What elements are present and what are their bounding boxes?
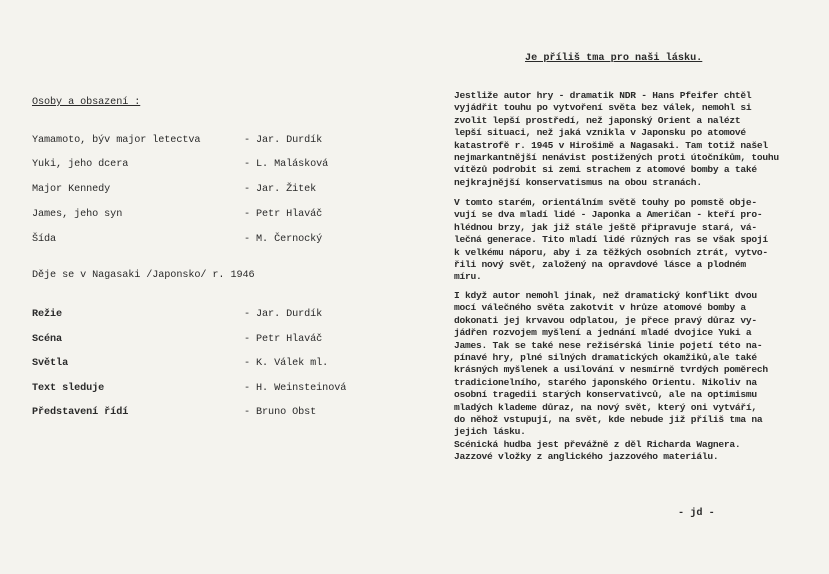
credit-row bbox=[32, 358, 372, 372]
text-line: krásných myšlenek a usilování v nesmírně tvrdých poměrech bbox=[454, 364, 768, 376]
text-line: tradicionelního, starého japonského Orientu. Nikoliv na bbox=[454, 376, 757, 388]
credit-role: Světla bbox=[32, 358, 69, 369]
credit-role: Scéna bbox=[32, 334, 63, 345]
text-line: pínavé hry, plné silných dramatických okamžiků,ale také bbox=[454, 351, 757, 363]
cast-heading: Osoby a obsazení : bbox=[32, 97, 141, 108]
text-line: do něhož vstupují, na svět, kde nebude již příliš tma na bbox=[454, 413, 763, 425]
document-title: Je příliš tma pro naši lásku. bbox=[525, 53, 703, 64]
credit-name: - Bruno Obst bbox=[244, 407, 317, 418]
cast-role: Major Kennedy bbox=[32, 184, 111, 195]
cast-actor: - L. Malásková bbox=[244, 159, 329, 170]
text-line: James. Tak se také nese režisérská linie pojetí této na- bbox=[454, 339, 763, 351]
text-line: V tomto starém, orientálním světě touhy po pomstě obje- bbox=[454, 197, 757, 208]
cast-row bbox=[32, 135, 372, 149]
text-line: osobní tragedii starých konservativců, ale na optimismu bbox=[454, 389, 757, 401]
setting-line: Děje se v Nagasaki /Japonsko/ r. 1946 bbox=[32, 270, 255, 281]
text-line: Jestliže autor hry - dramatik NDR - Hans Pfeifer chtěl bbox=[454, 90, 752, 101]
text-line: nejmarkantnější nenávist postižených proti útočníkům, touhu bbox=[454, 151, 779, 163]
text-line: řili nový svět, založený na opravdové lásce a plodném bbox=[454, 258, 746, 270]
text-line: míru. bbox=[454, 271, 482, 283]
paragraph bbox=[454, 90, 784, 189]
cast-actor: - M. Černocký bbox=[244, 234, 323, 245]
text-line: jejich lásku. bbox=[454, 426, 526, 438]
text-line: lepší situaci, než jaká vznikla v Japonsku po atomové bbox=[454, 127, 746, 139]
text-line: mladých klademe důraz, na nový svět, který oni vytváří, bbox=[454, 401, 757, 413]
cast-role: James, jeho syn bbox=[32, 209, 123, 220]
credit-row bbox=[32, 309, 372, 323]
text-line: nejkrajnější konservatismus na obou stranách. bbox=[454, 176, 702, 188]
cast-row bbox=[32, 159, 372, 173]
cast-role: Šída bbox=[32, 234, 57, 245]
text-line: vyjádřit touhu po vytvoření světa bez válek, nemohl si bbox=[454, 102, 752, 114]
cast-actor: - Petr Hlaváč bbox=[244, 209, 323, 220]
credit-name: - H. Weinsteinová bbox=[244, 383, 347, 394]
cast-role: Yuki, jeho dcera bbox=[32, 159, 129, 170]
text-line: vítězů podrobit si zemi strachem z atomové bomby a také bbox=[454, 164, 757, 176]
text-line: hlédnou brzy, jak již stále ještě připravuje stará, vá- bbox=[454, 221, 757, 233]
credit-role: Režie bbox=[32, 309, 63, 320]
credit-role: Představení řídí bbox=[32, 407, 129, 418]
cast-row bbox=[32, 209, 372, 223]
paragraph bbox=[454, 290, 784, 463]
cast-row bbox=[32, 234, 372, 248]
cast-actor: - Jar. Žitek bbox=[244, 184, 317, 195]
text-line: k velkému náporu, aby i za těžkých osobních ztrát, vytvo- bbox=[454, 246, 768, 258]
text-line: jádřen rozvojem myšlení a jednání mladé dvojice Yuki a bbox=[454, 327, 752, 339]
text-line: vují se dva mladí lidé - Japonka a Američan - kteří pro- bbox=[454, 209, 763, 221]
text-line: mocí válečného světa zakotvit v hrůze atomové bomby a bbox=[454, 302, 746, 314]
text-line: I když autor nemohl jinak, než dramatický konflikt dvou bbox=[454, 290, 757, 301]
credit-role: Text sleduje bbox=[32, 383, 105, 394]
cast-role: Yamamoto, býv major letectva bbox=[32, 135, 201, 146]
signature: - jd - bbox=[678, 508, 715, 519]
text-line: katastrofě r. 1945 v Hirošimě a Nagasaki. Tam totiž našel bbox=[454, 139, 768, 151]
paragraph bbox=[454, 197, 784, 284]
credit-name: - K. Válek ml. bbox=[244, 358, 329, 369]
text-line: Scénická hudba jest převážně z děl Richarda Wagnera. bbox=[454, 438, 741, 450]
credit-row bbox=[32, 383, 372, 397]
text-line: lečná generace. Tito mladí lidé různých ras se však spojí bbox=[454, 234, 768, 246]
credit-name: - Petr Hlaváč bbox=[244, 334, 323, 345]
text-line: dokonati jej krvavou odplatou, je přece pravý důraz vy- bbox=[454, 314, 757, 326]
cast-actor: - Jar. Durdík bbox=[244, 135, 323, 146]
text-line: zvolit lepší prostředí, než japonský Orient a nalézt bbox=[454, 114, 741, 126]
text-line: Jazzové vložky z anglického jazzového materiálu. bbox=[454, 451, 719, 463]
credit-row bbox=[32, 407, 372, 421]
credit-row bbox=[32, 334, 372, 348]
credit-name: - Jar. Durdík bbox=[244, 309, 323, 320]
cast-row bbox=[32, 184, 372, 198]
